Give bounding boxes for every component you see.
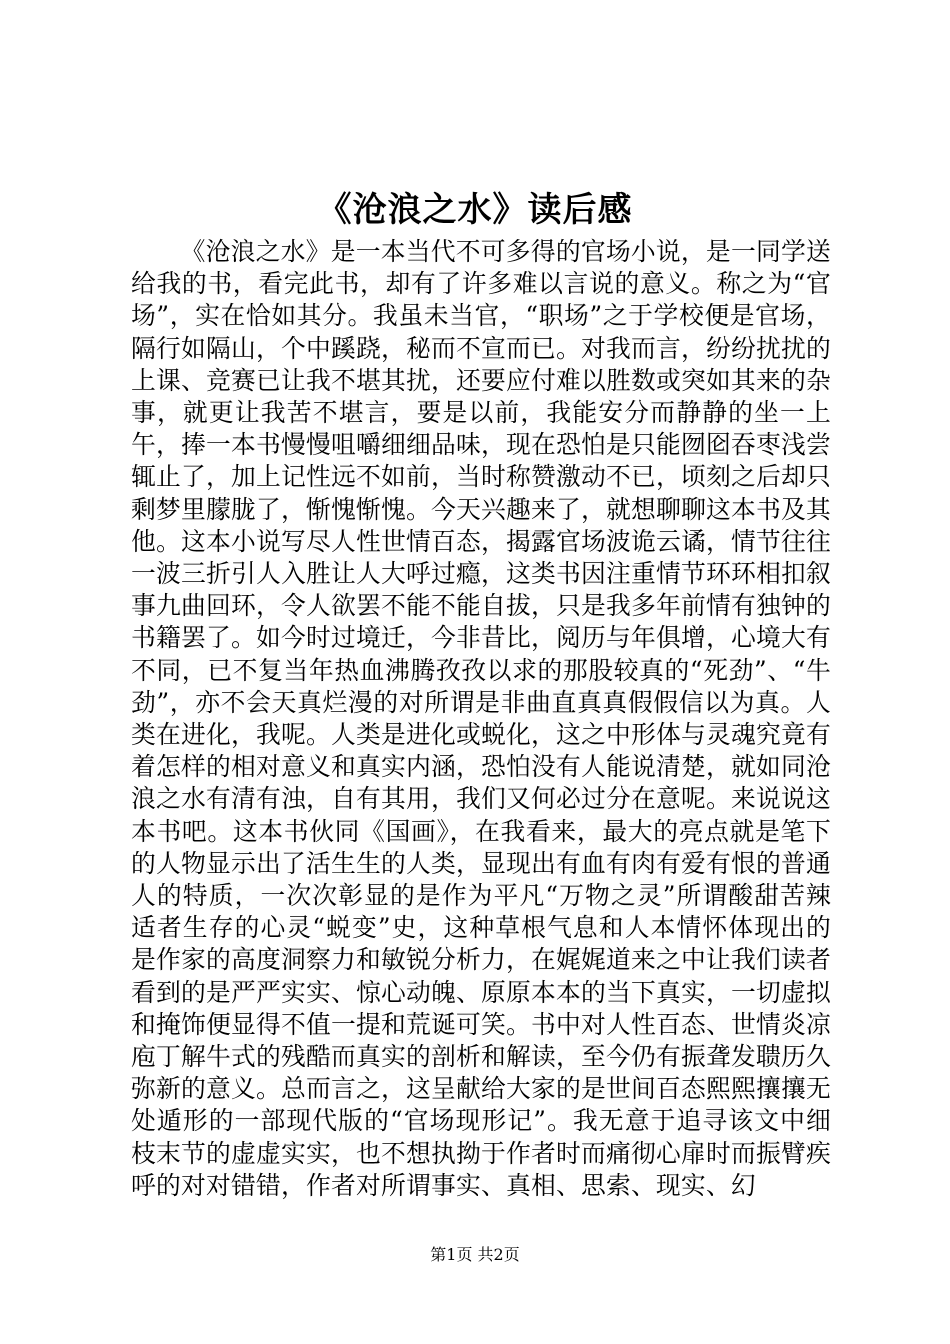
page-footer: 第1页 共2页: [430, 1245, 520, 1264]
document-title: 《沧浪之水》读后感: [317, 190, 633, 230]
body-paragraph: 《沧浪之水》是一本当代不可多得的官场小说，是一同学送给我的书，看完此书，却有了许多难以言说的意义。称之为“官场”，实在恰如其分。我虽未当官，“职场”之于学校便是官场，隔行如隔山，个中蹊跷，秘而不宣而已。对我而言，纷纷扰扰的上课、竞赛已让我不堪其扰，还要应付难以胜数或突如其来的杂事，就更让我苦不堪言，要是以前，我能安分而静静的坐一上午，捧一本书慢慢咀嚼细细品味，现在恐怕是只能囫囵吞枣浅尝辄止了，加上记性远不如前，当时称赞激动不已，顷刻之后却只剩梦里朦胧了，惭愧惭愧。今天兴趣来了，就想聊聊这本书及其他。这本小说写尽人性世情百态，揭露官场波诡云谲，情节往往一波三折引人入胜让人大呼过瘾，这类书因注重情节环环相扣叙事九曲回环，令人欲罢不能不能自拔，只是我多年前情有独钟的书籍罢了。如今时过境迁，今非昔比，阅历与年俱增，心境大有不同，已不复当年热血沸腾孜孜以求的那股较真的“死劲”、“牛劲”，亦不会天真烂漫的对所谓是非曲直真真假假信以为真。人类在进化，我呢。人类是进化或蜕化，这之中形体与灵魂究竟有着怎样的相对意义和真实内涵，恐怕没有人能说清楚，就如同沧浪之水有清有浊，自有其用，我们又何必过分在意呢。来说说这本书吧。这本书伙同《国画》，在我看来，最大的亮点就是笔下的人物显示出了活生生的人类，显现出有血有肉有爱有恨的普通人的特质，一次次彰显的是作为平凡“万物之灵”所谓酸甜苦辣适者生存的心灵“蜕变”史，这种草根气息和人本情怀体现出的是作家的高度洞察力和敏锐分析力，在娓娓道来之中让我们读者看到的是严严实实、惊心动魄、原原本本的当下真实，一切虚拟和掩饰便显得不值一提和荒诞可笑。书中对人性百态、世情炎凉庖丁解牛式的残酷而真实的剖析和解读，至今仍有振聋发聩历久弥新的意义。总而言之，这呈献给大家的是世间百态熙熙攘攘无处遁形的一部现代版的“官场现形记”。我无意于追寻该文中细枝末节的虚虚实实，也不想执拗于作者时而痛彻心扉时而振臂疾呼的对对错错，作者对所谓事实、真相、思索、现实、幻: [131, 237, 831, 1200]
